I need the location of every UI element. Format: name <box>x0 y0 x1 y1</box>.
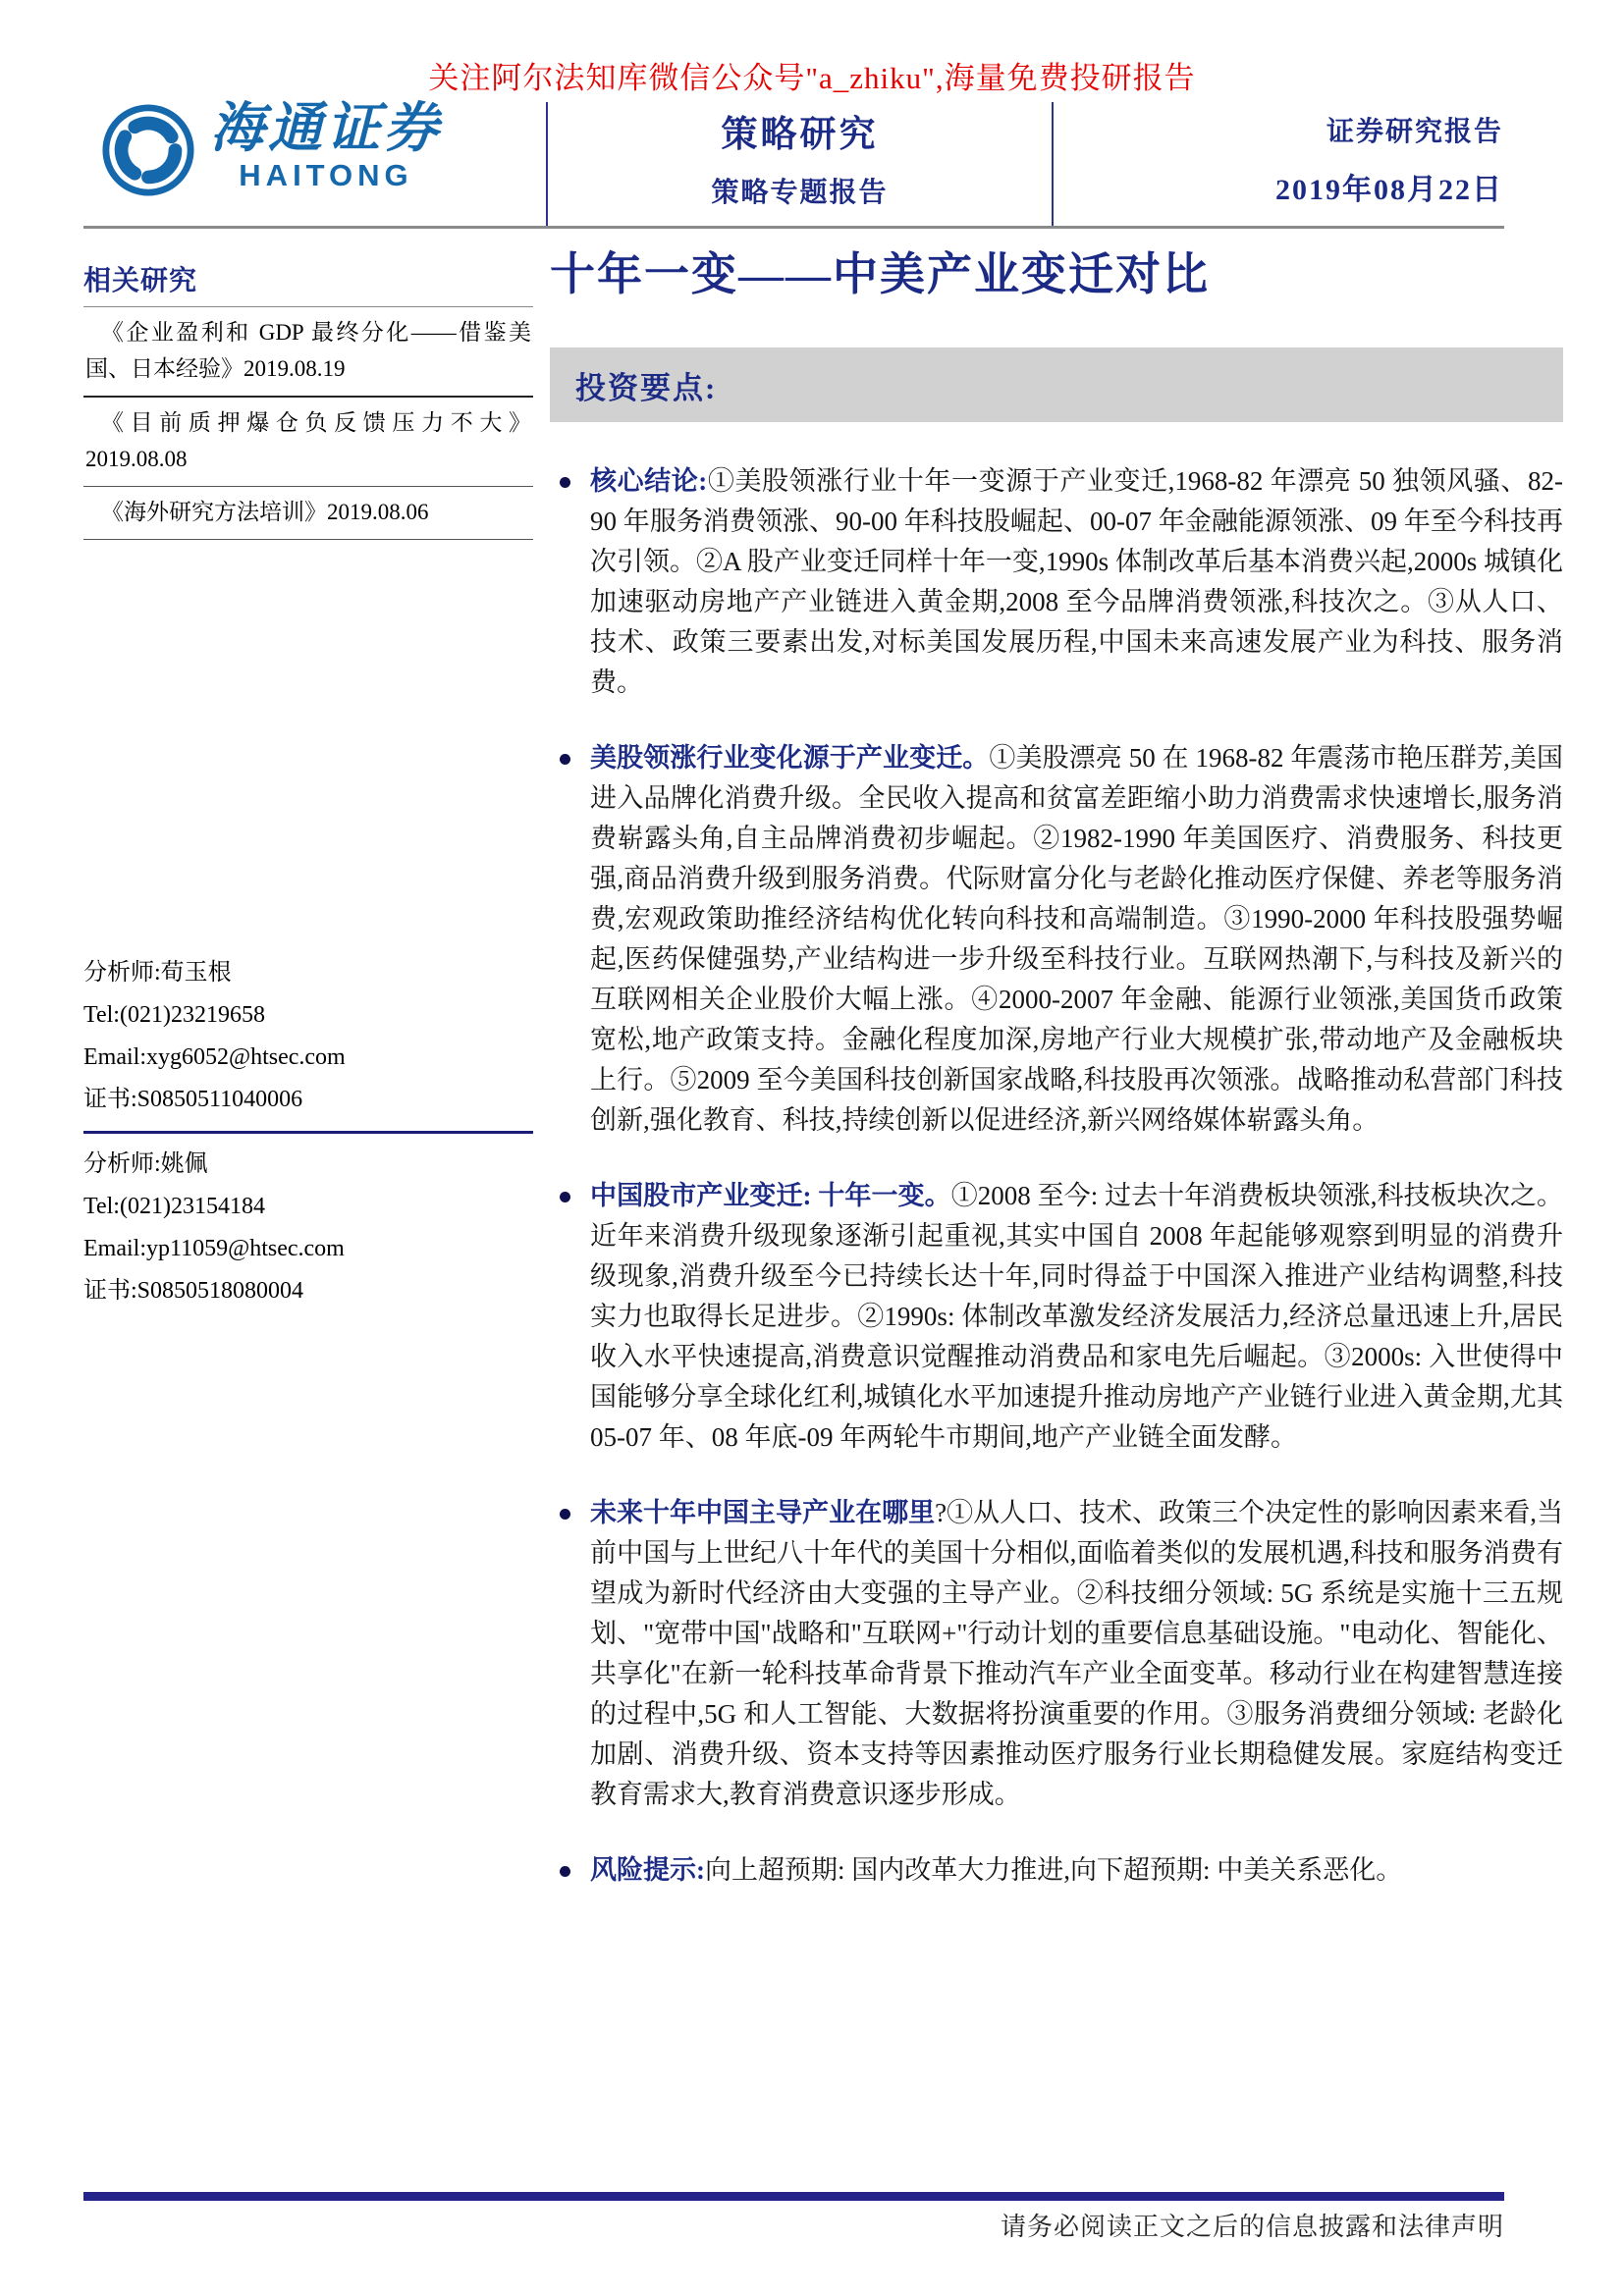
highlight-heading: 风险提示: <box>590 1855 705 1885</box>
header-meta-block <box>1054 116 1503 208</box>
analysts-block <box>83 952 533 1312</box>
logo-english-name: HAITONG <box>239 158 413 192</box>
report-category: 策略研究 <box>721 115 879 155</box>
analyst-card <box>83 1144 533 1312</box>
highlight-text: 向上超预期: 国内改革大力推进,向下超预期: 中美关系恶化。 <box>705 1855 1403 1885</box>
header-rule <box>83 226 1504 229</box>
related-research-item[interactable]: 《海外研究方法培训》2019.08.06 <box>83 487 533 540</box>
report-body <box>550 245 1563 1926</box>
bullet-dot-icon <box>560 1509 570 1520</box>
highlight-heading: 未来十年中国主导产业在哪里 <box>590 1498 936 1527</box>
analyst-email: Email:yp11059@htsec.com <box>83 1236 345 1261</box>
highlight-heading: 美股领涨行业变化源于产业变迁。 <box>590 743 990 773</box>
investment-highlights-header <box>550 347 1563 422</box>
footer-rule <box>83 2192 1504 2201</box>
report-subcategory: 策略专题报告 <box>711 178 889 208</box>
highlight-text: ①美股漂亮 50 在 1968-82 年震荡市艳压群芳,美国进入品牌化消费升级。全民收入提高和贫富差距缩小助力消费需求快速增长,服务消费崭露头角,自主品牌消费初步崛起。②1982-1990 年美国医疗、消费服务、科技更强,商品消费升级到服务消费。代际财富分化与老龄化推动医疗保健、养老等服务消费,宏观政策助推经济结构优化转向科技和高端制造。③1990-2000 年科技股强势崛起,医药保健强势,产业结构进一步升级至科技行业。互联网热潮下,与科技及新兴的互联网相关企业股价大幅上涨。④2000-2007 年金融、能源行业领涨,美国货币政策宽松,地产政策支持。金融化程度加深,房地产行业大规模扩张,带动地产及金融板块上行。⑤2009 至今美国科技创新国家战略,科技股再次领涨。战略推动私营部门科技创新,强化教育、科技,持续创新以促进经济,新兴网络媒体崭露头角。 <box>590 743 1564 1135</box>
page-title: 十年一变——中美产业变迁对比 <box>550 249 1210 299</box>
highlight-heading: 中国股市产业变迁: 十年一变。 <box>590 1181 951 1210</box>
related-research-item[interactable]: 《企业盈利和 GDP 最终分化——借鉴美国、日本经验》2019.08.19 <box>83 307 533 398</box>
highlights-list <box>550 461 1563 1891</box>
highlight-item <box>550 1850 1563 1891</box>
footer-disclaimer: 请务必阅读正文之后的信息披露和法律声明 <box>1000 2213 1504 2241</box>
analyst-name: 分析师:姚佩 <box>83 1151 208 1177</box>
highlight-text: ①2008 至今: 过去十年消费板块领涨,科技板块次之。近年来消费升级现象逐渐引起重视,其实中国自 2008 年起能够观察到明显的消费升级现象,消费升级至今已持续长达十年,同时得益于中国深入推进产业结构调整,科技实力也取得长足进步。②1990s: 体制改革激发经济发展活力,经济总量迅速上升,居民收入水平快速提高,消费意识觉醒推动消费品和家电先后崛起。③2000s: 入世使得中国能够分享全球化红利,城镇化水平加速提升推动房地产产业链行业进入黄金期,尤其 05-07 年、08 年底-09 年两轮牛市期间,地产产业链全面发酵。 <box>590 1181 1563 1452</box>
highlight-item <box>550 738 1563 1141</box>
highlight-item <box>550 1176 1563 1458</box>
highlight-heading: 核心结论: <box>590 466 708 496</box>
analyst-name: 分析师:荀玉根 <box>83 960 232 986</box>
analyst-tel: Tel:(021)23154184 <box>83 1194 265 1219</box>
analyst-cert: 证书:S0850511040006 <box>83 1087 303 1112</box>
analyst-email: Email:xyg6052@htsec.com <box>83 1044 346 1070</box>
bullet-dot-icon <box>560 1866 570 1877</box>
report-date: 2019年08月22日 <box>1275 174 1503 206</box>
promo-banner: 关注阿尔法知库微信公众号"a_zhiku",海量免费投研报告 <box>428 61 1196 95</box>
report-type: 证券研究报告 <box>1326 117 1503 147</box>
analyst-tel: Tel:(021)23219658 <box>83 1002 265 1028</box>
related-research-item[interactable]: 《目前质押爆仓负反馈压力不大》2019.08.08 <box>83 398 533 487</box>
logo-text-block <box>208 98 444 192</box>
highlight-text: ①美股领涨行业十年一变源于产业变迁,1968-82 年漂亮 50 独领风骚、82-90 年服务消费领涨、90-00 年科技股崛起、00-07 年金融能源领涨、09 年至今科技再次引领。②A 股产业变迁同样十年一变,1990s 体制改革后基本消费兴起,2000s 城镇化加速驱动房地产产业链进入黄金期,2008 至今品牌消费领涨,科技次之。③从人口、技术、政策三要素出发,对标美国发展历程,中国未来高速发展产业为科技、服务消费。 <box>590 466 1563 697</box>
sidebar <box>83 259 533 1304</box>
highlight-text: ?①从人口、技术、政策三个决定性的影响因素来看,当前中国与上世纪八十年代的美国十分相似,面临着类似的发展机遇,科技和服务消费有望成为新时代经济由大变强的主导产业。②科技细分领域: 5G 系统是实施十三五规划、"宽带中国"战略和"互联网+"行动计划的重要信息基础设施。"电动化、智能化、共享化"在新一轮科技革命背景下推动汽车产业全面变革。移动行业在构建智慧连接的过程中,5G 和人工智能、大数据将扮演重要的作用。③服务消费细分领域: 老龄化加剧、消费升级、资本支持等因素推动医疗服务行业长期稳健发展。家庭结构变迁教育需求大,教育消费意识逐步形成。 <box>590 1498 1563 1809</box>
logo-chinese-name: 海通证券 <box>209 98 442 158</box>
header-category-block <box>548 114 1052 210</box>
bullet-dot-icon <box>560 1192 570 1202</box>
bullet-dot-icon <box>560 477 570 488</box>
analyst-cert: 证书:S0850518080004 <box>83 1278 304 1304</box>
bullet-dot-icon <box>560 754 570 765</box>
highlight-item <box>550 461 1563 703</box>
analyst-card <box>83 952 533 1134</box>
haitong-logo-icon <box>100 102 196 198</box>
related-research-title: 相关研究 <box>83 259 533 307</box>
highlight-item <box>550 1493 1563 1815</box>
investment-highlights-label: 投资要点: <box>575 370 718 405</box>
